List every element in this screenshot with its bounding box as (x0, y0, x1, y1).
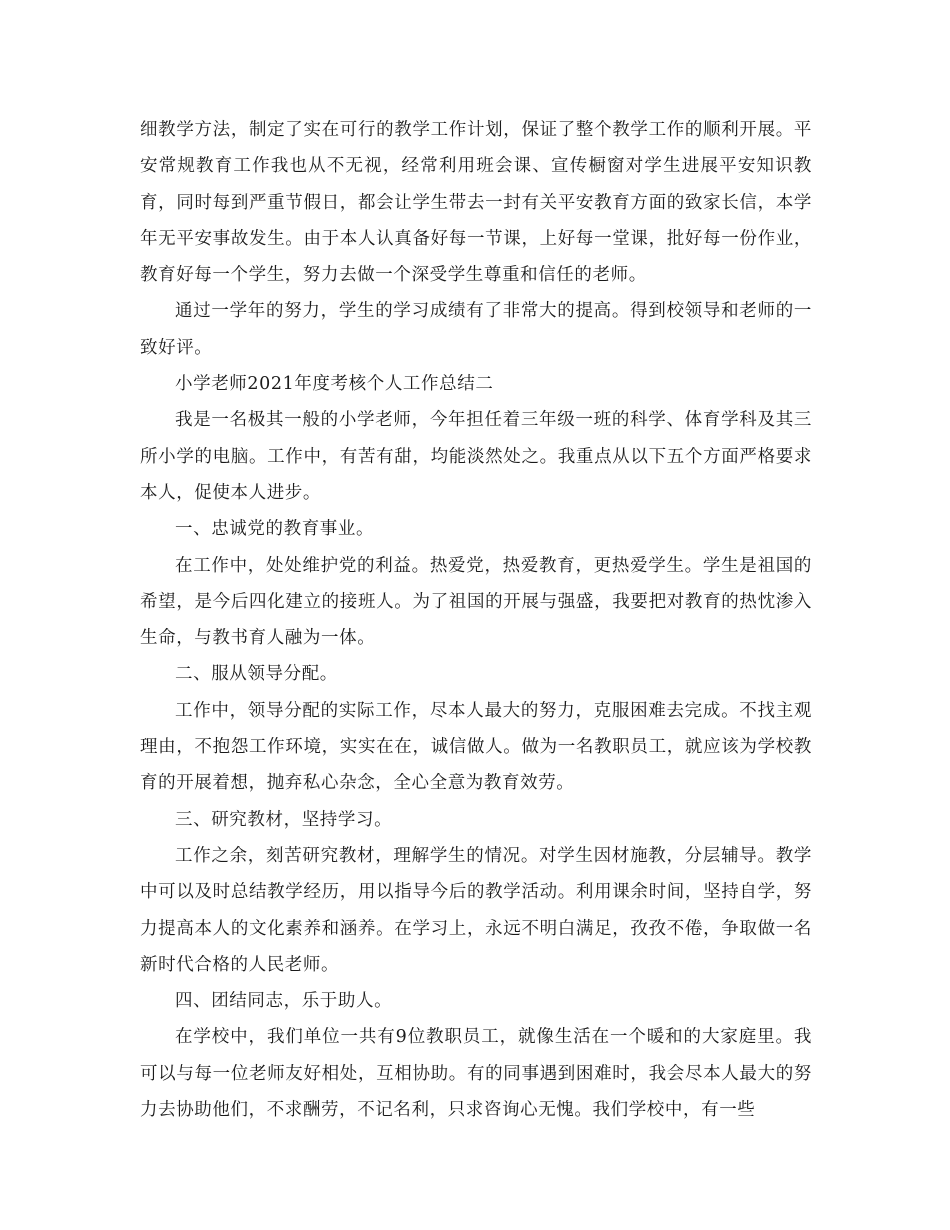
document-body (140, 112, 812, 1128)
section-heading: 三、研究教材，坚持学习。 (175, 809, 393, 830)
paragraph: 在工作中，处处维护党的利益。热爱党，热爱教育，更热爱学生。学生是祖国的希望，是今后四化建立的接班人。为了祖国的开展与强盛，我要把对教育的热忱渗入生命，与教书育人融为一体。 (140, 555, 812, 649)
section-heading: 一、忠诚党的教育事业。 (175, 519, 375, 540)
paragraph: 工作之余，刻苦研究教材，理解学生的情况。对学生因材施教，分层辅导。教学中可以及时总结教学经历，用以指导今后的教学活动。利用课余时间，坚持自学，努力提高本人的文化素养和涵养。在学习上，永远不明白满足，孜孜不倦，争取做一名新时代合格的人民老师。 (140, 845, 812, 975)
paragraph: 细教学方法，制定了实在可行的教学工作计划，保证了整个教学工作的顺利开展。平安常规教育工作我也从不无视，经常利用班会课、宣传橱窗对学生进展平安知识教育，同时每到严重节假日，都会让学生带去一封有关平安教育方面的致家长信，本学年无平安事故发生。由于本人认真备好每一节课，上好每一堂课，批好每一份作业，教育好每一个学生，努力去做一个深受学生尊重和信任的老师。 (140, 120, 812, 286)
section-heading: 四、团结同志，乐于助人。 (175, 991, 393, 1012)
paragraph: 在学校中，我们单位一共有9位教职员工，就像生活在一个暖和的大家庭里。我可以与每一位老师友好相处，互相协助。有的同事遇到困难时，我会尽本人最大的努力去协助他们，不求酬劳，不记名利，只求咨询心无愧。我们学校中，有一些 (140, 1027, 812, 1121)
paragraph: 工作中，领导分配的实际工作，尽本人最大的努力，克服困难去完成。不找主观理由，不抱怨工作环境，实实在在，诚信做人。做为一名教职员工，就应该为学校教育的开展着想，抛弃私心杂念，全心全意为教育效劳。 (140, 700, 812, 794)
paragraph: 通过一学年的努力，学生的学习成绩有了非常大的提高。得到校领导和老师的一致好评。 (140, 301, 812, 358)
section-title: 小学老师2021年度考核个人工作总结二 (175, 374, 494, 395)
section-heading: 二、服从领导分配。 (175, 664, 338, 685)
paragraph: 我是一名极其一般的小学老师，今年担任着三年级一班的科学、体育学科及其三所小学的电脑。工作中，有苦有甜，均能淡然处之。我重点从以下五个方面严格要求本人，促使本人进步。 (140, 410, 812, 503)
